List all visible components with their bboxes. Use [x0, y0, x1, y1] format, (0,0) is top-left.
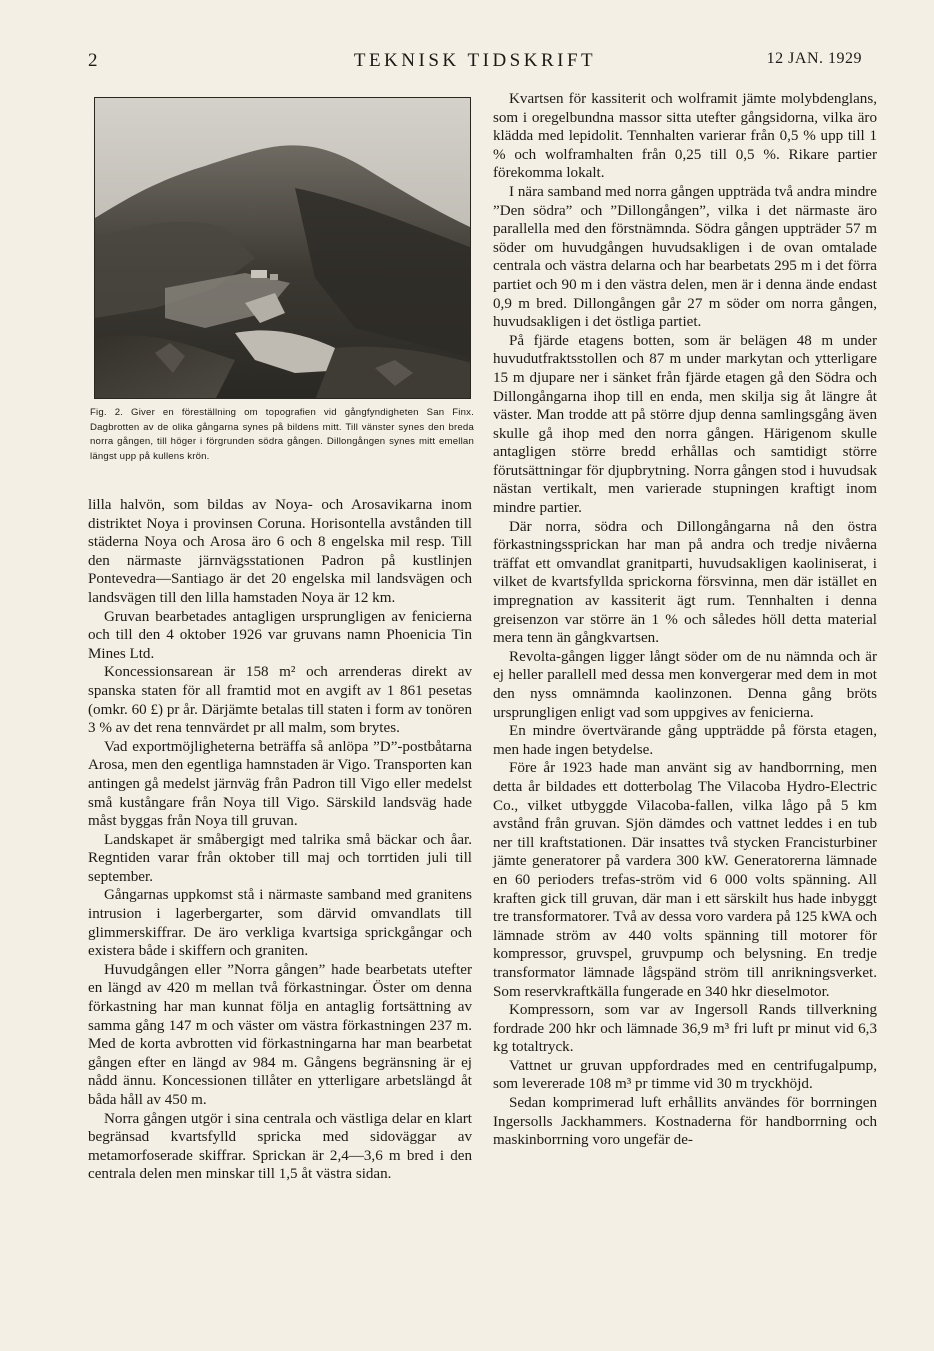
paragraph: Där norra, södra och Dillongångarna nå den östra förkastningssprickan har man på andra och tredje nivåerna träffat ett omvandlat granitparti, huvudsakligen kaoliniserat, i vilket de kvartsfyllda sprickorna försvinna, men där istället en impregnation av kassiterit ägt rum. Tennhalten i denna greisenzon var större än 1 % och således höll detta material mera tenn än gångkvartsen. [493, 518, 877, 647]
journal-title: TEKNISK TIDSKRIFT [353, 50, 597, 71]
paragraph: Före år 1923 hade man använt sig av handborrning, men detta år bildades ett dotterbolag The Vilacoba Hydro-Electric Co., vilket utbyggde Vilacoba-fallen, vilka lågo på 5 km avstånd från gruvan. Sjön dämdes och vattnet leddes i en tub ner till kraftstationen. Där insattes två stycken Francisturbiner jämte generatorer på vardera 300 kW. Generatorerna lämnade en 60 perioders trefas-ström vid 6 000 volts spänning. All kraften gick till gruvan, där man i ett särskilt hus hade inbyggt tre transformatorer. Två av dessa voro vardera på 125 kWA och lämnade ström av 440 volts spänning till motorer för kompressor, gruvspel, gruvpump och belysning. En tredje transformator lämnade lågspänd ström till anrikningsverket. Som reservkraftkälla fungerade en 340 hkr dieselmotor. [493, 760, 877, 1000]
paragraph: Gångarnas uppkomst stå i närmaste samband med granitens intrusion i lagerbergarter, som därvid omvandlats till glimmerskiffrar. De äro verkliga kvartsiga sprickgångar och existera både i skiffern och graniten. [88, 887, 472, 960]
paragraph: Kvartsen för kassiterit och wolframit jämte molybdenglans, som i oregelbundna massor sitta utefter gångsidorna, vilka äro klädda med lepidolit. Tennhalten varierar från 0,5 % upp till 1 % och wolframhalten från 0,25 till 0,5 %. Rikare partier förekomma lokalt. [493, 91, 877, 182]
right-column [493, 90, 877, 1150]
paragraph: På fjärde etagens botten, som är belägen 48 m under huvudutfraktsstollen och 87 m under markytan och ytterligare 15 m djupare ner i sänket från fjärde etagen gå den Södra och Dillongångarna ihop till en enda, men skilja sig åt längre åt väster. Man trodde att på större djup denna samlingsgång även skulle gå ihop med den norra gången. Härigenom skulle antagligen större bredd erhållas och samtidigt större förutsättningar för djupbrytning. Norra gången stod i huvudsak nästan vertikalt, men varierade stupningen kraftigt inom mindre partier. [493, 332, 877, 517]
landscape-photo [94, 97, 471, 399]
paragraph: Vad exportmöjligheterna beträffa så anlöpa ”D”-postbåtarna Arosa, men den egentliga hamnstaden är Vigo. Transporten kan antingen gå medelst järnväg från Padron till Vigo eller medelst små kustångare från Noya till Vigo. Särskild landsväg hade måst byggas från Noya till gruvan. [88, 738, 472, 830]
paragraph: Vattnet ur gruvan uppfordrades med en centrifugalpump, som levererade 108 m³ pr timme vid 30 m tryckhöjd. [493, 1057, 877, 1093]
landscape-photo-image [95, 98, 471, 399]
paragraph: I nära samband med norra gången uppträda två andra mindre ”Den södra” och ”Dillongången”, vilka i det närmaste äro parallella med den förstnämnda. Södra gången uppträder 57 m söder om huvudgången huvudsakligen i de ovan omtalade centrala och västra delarna och har bearbetats 295 m i det förra partiet och 90 m i den västra delen, men är i denna ände endast 0,9 m bred. Dillongången går 27 m söder om norra gången, huvudsakligen i det östliga partiet. [493, 183, 877, 331]
paragraph: Koncessionsarean är 158 m² och arrenderas direkt av spanska staten för all framtid mot en avgift av 1 861 pesetas (omkr. 60 £) pr år. Därjämte betalas till staten i form av tonören 3 % av det rena tennvärdet pr all malm, som brytes. [88, 664, 472, 737]
paragraph: lilla halvön, som bildas av Noya- och Arosavikarna inom distriktet Noya i provinsen Coruna. Horisontella avstånden till städerna Noya och Arosa äro 6 och 8 engelska mil resp. Till den närmaste järnvägsstationen Padron på kustlinjen Pontevedra—Santiago är det 20 engelska mil landsvägen och landsvägen till den lilla hamstaden Noya är 12 km. [88, 497, 472, 606]
paragraph: En mindre övertvärande gång uppträdde på första etagen, men hade ingen betydelse. [493, 723, 877, 758]
paragraph: Landskapet är småbergigt med talrika små bäckar och åar. Regntiden varar från oktober till maj och torrtiden juli till september. [88, 831, 472, 885]
left-column [88, 496, 472, 1184]
page-number: 2 [88, 50, 98, 71]
paragraph: Norra gången utgör i sina centrala och västliga delar en klart begränsad kvartsfylld spricka med sidoväggar av metamorfoserade skiffrar. Sprickan är 2,4—3,6 m bred i den centrala delen men minskar till 1,5 åt västra sidan. [88, 1110, 472, 1183]
paragraph: Revolta-gången ligger långt söder om de nu nämnda och är ej heller parallell med dessa men konvergerar med dem in mot den nyss omnämnda kaolinzonen. Denna gång bröts ursprungligen enligt vad som uppgives av fenicierna. [493, 648, 877, 721]
paragraph: Kompressorn, som var av Ingersoll Rands tillverkning fordrade 200 hkr och lämnade 36,9 m³ fri luft pr minut vid 6,3 kg totaltryck. [493, 1002, 877, 1056]
issue-date: 12 JAN. 1929 [766, 50, 862, 67]
paragraph: Huvudgången eller ”Norra gången” hade bearbetats utefter en längd av 420 m mellan två förkastningar. Öster om denna förkastning har man kunnat följa en antaglig fortsättning av samma gång 147 m och väster om västra förkastningen 237 m. Med de korta avbrotten vid förkastningarna har man bearbetat gången efter en längd av 984 m. Gångens begränsning är ej nådd ännu. Koncessionen tillåter en ytterligare arbetslängd åt båda håll av 450 m. [88, 961, 472, 1108]
paragraph: Gruvan bearbetades antagligen ursprungligen av fenicierna och till den 4 oktober 1926 var gruvans namn Phoenicia Tin Mines Ltd. [88, 608, 472, 662]
figure-caption: Fig. 2. Giver en föreställning om topografien vid gångfyndigheten San Finx. Dagbrotten av de olika gångarna synes på bildens mitt. Till vänster synes den breda norra gången, till höger i förgrunden södra gången. Dillongången synes mitt emellan längst upp på kullens krön. [90, 407, 474, 462]
page-header [88, 50, 862, 74]
paragraph: Sedan komprimerad luft erhållits användes för borrningen Ingersolls Jackhammers. Kostnaderna för handborrning och maskinborrning voro ungefär de- [493, 1095, 877, 1149]
